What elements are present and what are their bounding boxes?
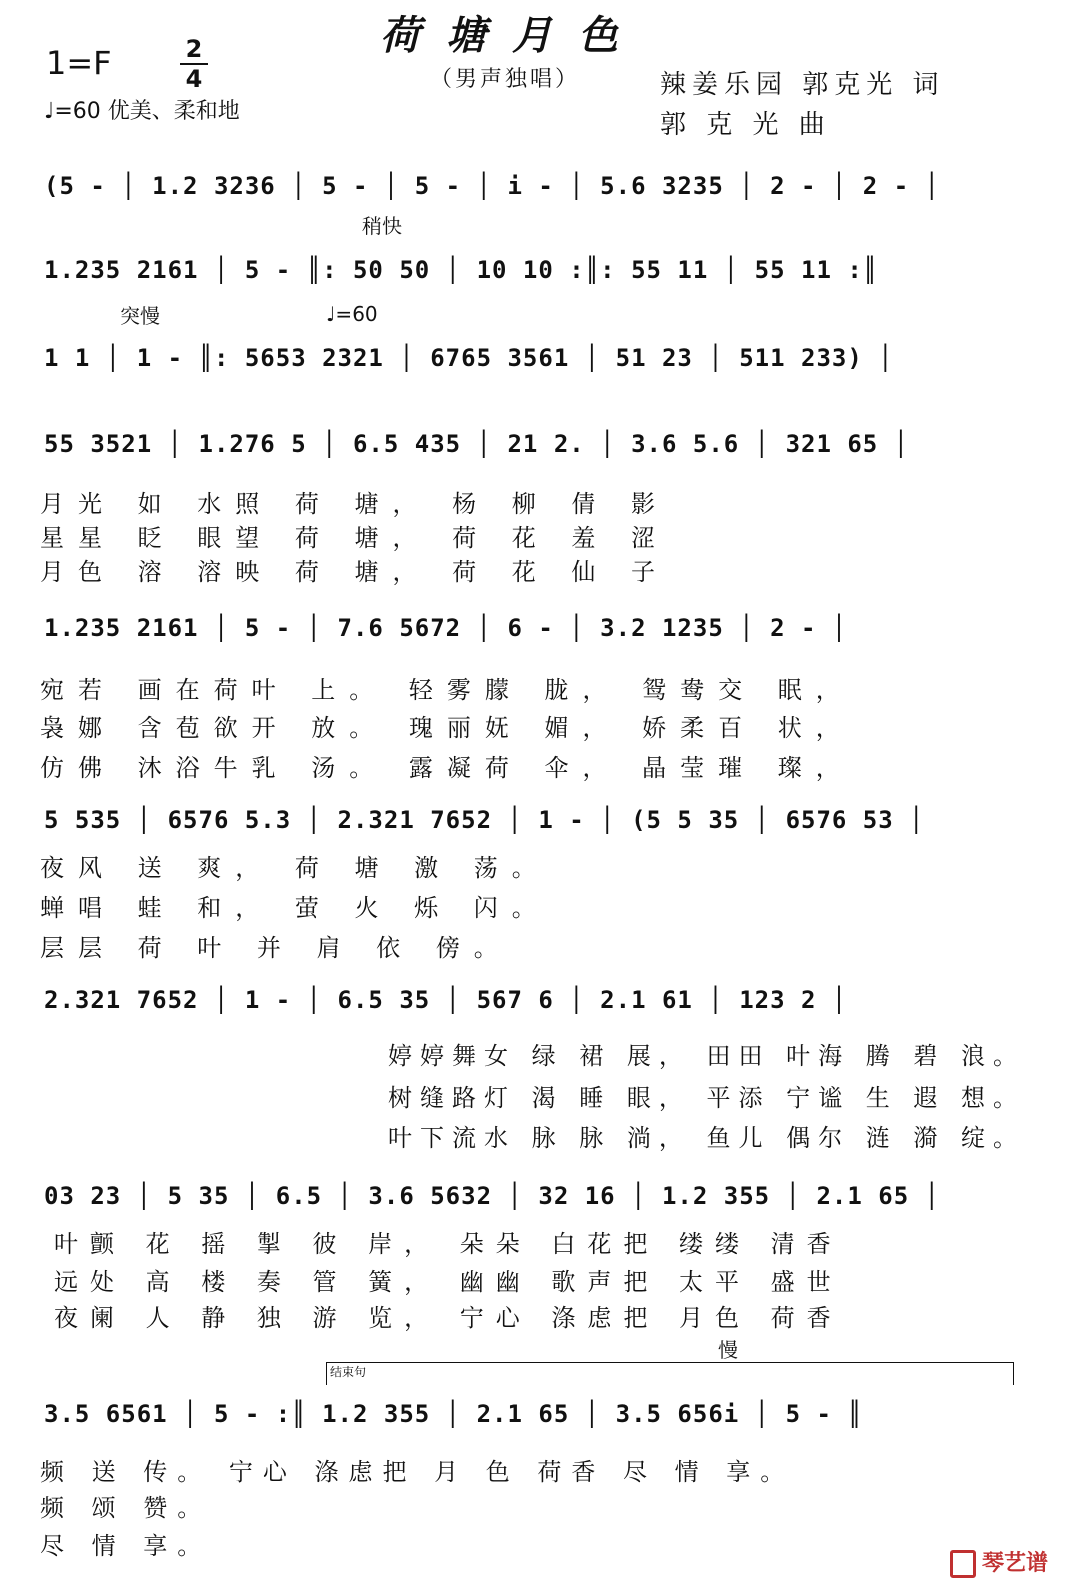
tempo-marking: ♩=60 优美、柔和地 bbox=[44, 99, 240, 124]
notation-row-8: 03 23 │ 5 35 │ 6.5 │ 3.6 5632 │ 32 16 │ 1.2 355 │ 2.1 65 │ bbox=[44, 1182, 941, 1210]
lyric-v3c: 层层 荷 叶 并 肩 依 傍。 bbox=[40, 934, 512, 962]
annotation-tempo: ♩=60 bbox=[326, 302, 378, 326]
lyric-v4c: 叶下流水 脉 脉 淌， 鱼儿 偶尔 涟 漪 绽。 bbox=[388, 1124, 1026, 1152]
notation-row-7: 2.321 7652 │ 1 - │ 6.5 35 │ 567 6 │ 2.1 61 │ 123 2 │ bbox=[44, 986, 848, 1014]
lyric-v2c: 仿佛 沐浴牛乳 汤。 露凝荷 伞， 晶莹璀 璨， bbox=[40, 754, 854, 782]
lyric-v3a: 夜风 送 爽， 荷 塘 激 荡。 bbox=[40, 854, 550, 882]
annotation-sudden-slow: 突慢 bbox=[120, 304, 160, 328]
lyric-v5b: 远处 高 楼 奏 管 簧， 幽幽 歌声把 太平 盛世 bbox=[54, 1268, 843, 1296]
lyric-v2b: 袅娜 含苞欲开 放。 瑰丽妩 媚， 娇柔百 状， bbox=[40, 714, 854, 742]
logo-mark-icon bbox=[950, 1550, 976, 1578]
lyric-v6c: 尽 情 享。 bbox=[40, 1532, 212, 1560]
key-signature: 1=F bbox=[46, 44, 112, 82]
subtitle: （男声独唱） bbox=[430, 67, 581, 92]
lyric-v1c: 月色 溶 溶映 荷 塘， 荷 花 仙 子 bbox=[40, 558, 670, 586]
notation-row-6: 5 535 │ 6576 5.3 │ 2.321 7652 │ 1 - │ (5 5 35 │ 6576 53 │ bbox=[44, 806, 925, 834]
lyric-v2a: 宛若 画在荷叶 上。 轻雾朦 胧， 鸳鸯交 眠， bbox=[40, 676, 854, 704]
notation-row-4: 55 3521 │ 1.276 5 │ 6.5 435 │ 21 2. │ 3.6 5.6 │ 321 65 │ bbox=[44, 430, 910, 458]
annotation-slow: 慢 bbox=[718, 1338, 738, 1362]
lyric-v5a: 叶颤 花 摇 掣 彼 岸， 朵朵 白花把 缕缕 清香 bbox=[54, 1230, 843, 1258]
notation-row-9: 3.5 6561 │ 5 - :║ 1.2 355 │ 2.1 65 │ 3.5 656i │ 5 - ║ bbox=[44, 1400, 863, 1428]
annotation-ending-phrase: 结束句 bbox=[330, 1365, 367, 1379]
lyric-v5c: 夜阑 人 静 独 游 览， 宁心 涤虑把 月色 荷香 bbox=[54, 1304, 843, 1332]
site-logo bbox=[950, 1546, 1048, 1578]
lyric-v4b: 树缝路灯 渴 睡 眼， 平添 宁谧 生 遐 想。 bbox=[388, 1084, 1026, 1112]
notation-row-1: (5 - │ 1.2 3236 │ 5 - │ 5 - │ i - │ 5.6 3235 │ 2 - │ 2 - │ bbox=[44, 172, 941, 200]
lyric-v4a: 婷婷舞女 绿 裙 展， 田田 叶海 腾 碧 浪。 bbox=[388, 1042, 1026, 1070]
lyric-v6a: 频 送 传。 宁心 涤虑把 月 色 荷香 尽 情 享。 bbox=[40, 1458, 795, 1486]
composer-credit: 郭 克 光 曲 bbox=[660, 110, 831, 140]
annotation-slightly-faster: 稍快 bbox=[362, 214, 402, 238]
ending-phrase-bracket bbox=[326, 1362, 1014, 1385]
lyric-v3b: 蝉唱 蛙 和， 萤 火 烁 闪。 bbox=[40, 894, 550, 922]
lyricist-credit: 辣姜乐园 郭克光 词 bbox=[660, 70, 945, 100]
notation-row-2: 1.235 2161 │ 5 - ║: 50 50 │ 10 10 :║: 55 11 │ 55 11 :║ bbox=[44, 256, 879, 284]
meter-top: 2 bbox=[185, 35, 203, 63]
lyric-v1a: 月光 如 水照 荷 塘， 杨 柳 倩 影 bbox=[40, 490, 670, 518]
notation-row-3: 1 1 │ 1 - ║: 5653 2321 │ 6765 3561 │ 51 23 │ 511 233) │ bbox=[44, 344, 894, 372]
song-title: 荷塘月色 bbox=[380, 12, 644, 59]
logo-text: 琴艺谱 bbox=[981, 1551, 1048, 1576]
time-signature bbox=[180, 36, 208, 92]
notation-row-5: 1.235 2161 │ 5 - │ 7.6 5672 │ 6 - │ 3.2 1235 │ 2 - │ bbox=[44, 614, 848, 642]
meter-bottom: 4 bbox=[185, 65, 203, 93]
lyric-v6b: 频 颂 赞。 bbox=[40, 1494, 212, 1522]
lyric-v1b: 星星 眨 眼望 荷 塘， 荷 花 羞 涩 bbox=[40, 524, 670, 552]
